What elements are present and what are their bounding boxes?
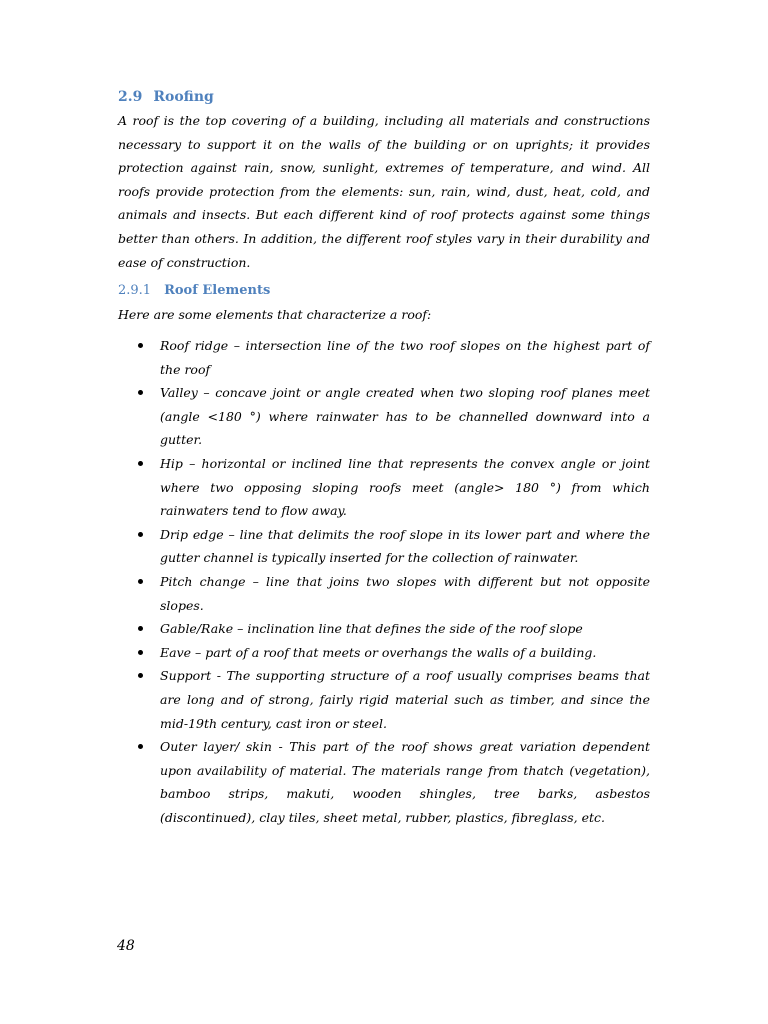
- page-number: 48: [117, 938, 135, 954]
- list-item-text: Valley – concave joint or angle created when two sloping roof planes meet (angle <180 °) where rainwater has to be channelled downward into a gutter.: [160, 385, 650, 448]
- list-item-text: Pitch change – line that joins two slopes with different but not opposite slopes.: [160, 573, 650, 613]
- list-item: [118, 735, 650, 829]
- subsection-number: 2.9.1: [118, 283, 152, 298]
- bullet-icon: [138, 744, 143, 749]
- list-item-text: Drip edge – line that delimits the roof slope in its lower part and where the gutter channel is typically inserted for the collection of rainwater.: [160, 526, 650, 566]
- list-item: [118, 381, 650, 452]
- list-item-text: Roof ridge – intersection line of the two roof slopes on the highest part of the roof: [160, 338, 650, 377]
- list-item-text: Eave – part of a roof that meets or overhangs the walls of a building.: [160, 644, 597, 660]
- bullet-icon: [138, 673, 143, 678]
- list-item: [118, 523, 650, 570]
- bullet-icon: [138, 343, 143, 348]
- list-item: [118, 617, 650, 641]
- bullet-icon: [138, 532, 143, 537]
- list-item-text: Support - The supporting structure of a roof usually comprises beams that are long and of strong, fairly rigid material such as timber, and since the mid-19th century, cast iron or steel.: [160, 668, 650, 731]
- subsection-heading: [118, 281, 270, 301]
- subsection-title: Roof Elements: [164, 283, 271, 298]
- bullet-icon: [138, 461, 143, 466]
- roof-elements-list: [118, 334, 650, 829]
- subsection-lead-sentence: Here are some elements that characterize a roof:: [118, 307, 432, 322]
- list-item: [118, 570, 650, 617]
- list-item: [118, 664, 650, 735]
- list-item: [118, 334, 650, 381]
- list-item: [118, 452, 650, 523]
- bullet-icon: [138, 579, 143, 584]
- section-heading: [118, 86, 214, 108]
- section-number: 2.9: [118, 89, 143, 105]
- bullet-icon: [138, 650, 143, 655]
- section-intro-paragraph: A roof is the top covering of a building, including all materials and constructions necessary to support it on the walls of the building or on uprights; it provides protection against rain, snow, sunlight, extremes of temperature, and wind. All roofs provide protection from the elements: sun, rain, wind, dust, heat, cold, and animals and insects. But each different kind of roof protects against some things better than others. In addition, the different roof styles vary in their durability and ease of construction.: [118, 113, 650, 270]
- list-item: [118, 641, 650, 665]
- section-title: Roofing: [153, 89, 214, 105]
- list-item-text: Gable/Rake – inclination line that defines the side of the roof slope: [160, 621, 583, 637]
- bullet-icon: [138, 626, 143, 631]
- list-item-text: Outer layer/ skin - This part of the roof shows great variation dependent upon availability of material. The materials range from thatch (vegetation), bamboo strips, makuti, wooden shingles, tree barks, asbestos (discontinued), clay tiles, sheet metal, rubber, plastics, fibreglass, etc.: [160, 739, 650, 825]
- list-item-text: Hip – horizontal or inclined line that represents the convex angle or joint where two opposing sloping roofs meet (angle> 180 °) from which rainwaters tend to flow away.: [160, 455, 650, 519]
- bullet-icon: [138, 390, 143, 395]
